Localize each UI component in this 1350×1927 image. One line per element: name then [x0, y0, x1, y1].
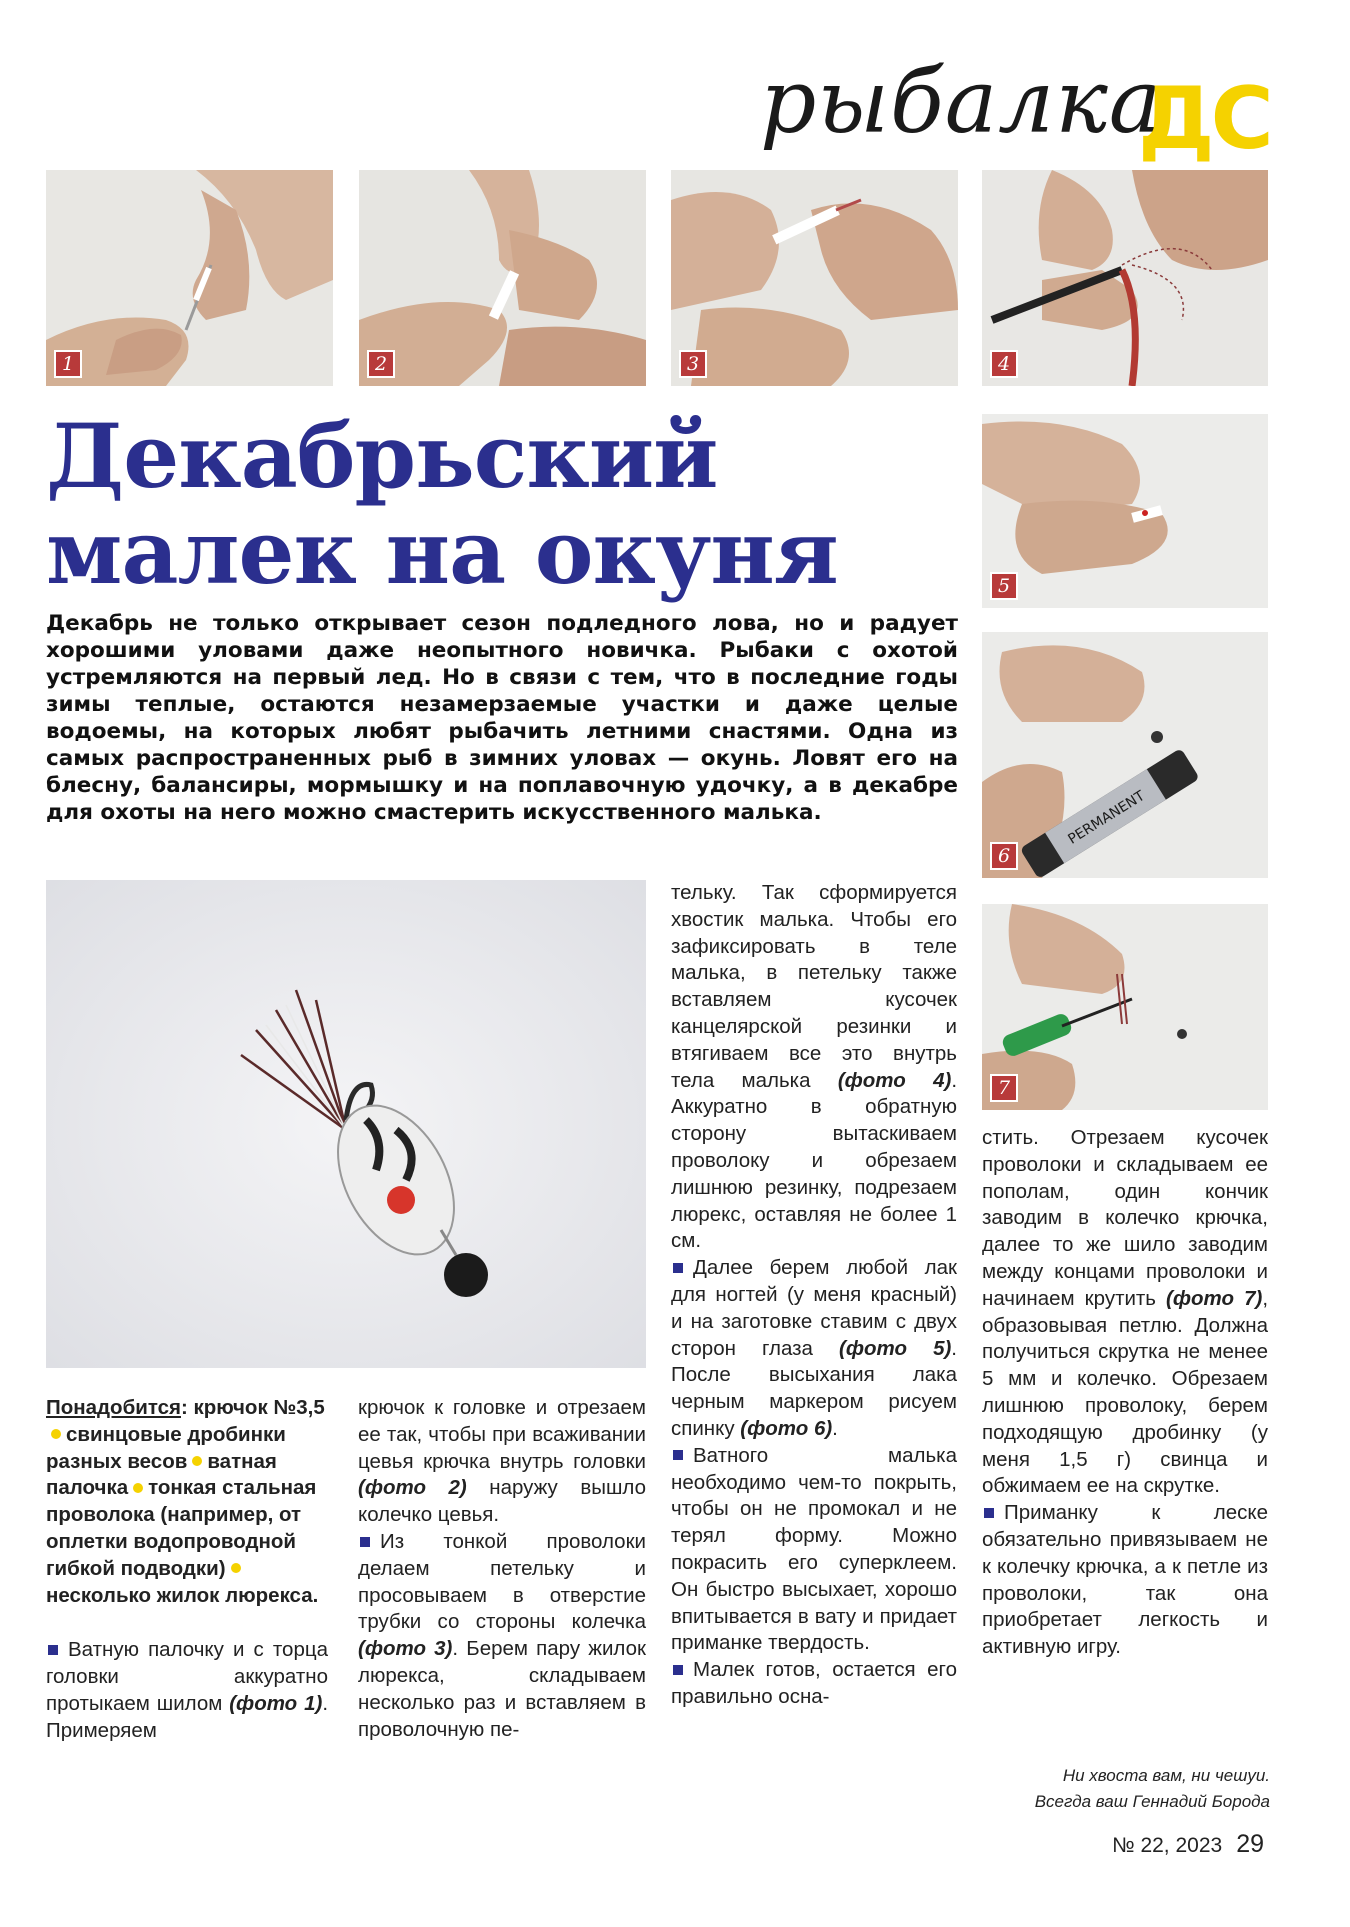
author-signoff	[930, 1763, 1270, 1815]
photo-number: 3	[679, 350, 707, 378]
step-paragraph: Из тонкой проволоки делаем петельку и просовываем в отверстие трубки со стороны колечка (фото 3). Берем пару жилок люрекса, складываем несколько раз и вставляем в проволочную пе-	[358, 1529, 646, 1741]
photo-4	[982, 170, 1268, 386]
dot-separator	[133, 1483, 143, 1493]
photo-number: 2	[367, 350, 395, 378]
page-number: 29	[1236, 1830, 1264, 1858]
column-3	[671, 880, 957, 1711]
dot-separator	[51, 1429, 61, 1439]
column-1	[46, 1395, 328, 1745]
materials-heading: Понадобится	[46, 1396, 181, 1419]
photo-3	[671, 170, 958, 386]
title-line-1: Декабрьский	[46, 404, 718, 508]
title-line-2: малек на окуня	[46, 500, 838, 604]
step-paragraph: Малек готов, остается его правильно осна-	[671, 1658, 957, 1708]
article-title	[46, 404, 906, 604]
signoff-line-1: Ни хвоста вам, ни чешуи.	[1062, 1766, 1270, 1785]
signoff-author: Всегда ваш Геннадий Борода	[1034, 1792, 1270, 1811]
column-4	[982, 1125, 1268, 1661]
step-paragraph: тельку. Так сформируется хвостик малька. Чтобы его зафиксировать в теле малька, в петельку также вставляем кусочек канцелярской резинки и втягиваем все это внутрь тела малька (фото 4). Аккуратно в обратную сторону вытаскиваем проволоку и обрезаем лишнюю резинку, подрезаем люрекс, оставляя не более 1 см.	[671, 881, 958, 1253]
photo-1	[46, 170, 333, 386]
step-paragraph: стить. Отрезаем кусочек проволоки и складываем ее пополам, один кончик заводим в колечко крючка, далее то же шило заводим между концами проволоки и начинаем крутить (фото 7), образовывая петлю. Должна получиться скрутка не менее 5 мм и колечко. Обрезаем лишнюю проволоку, берем подходящую дробинку (у меня 1,5 г) свинца и обжимаем ее на скрутке.	[982, 1126, 1269, 1498]
lead-paragraph: Декабрь не только открывает сезон подледного лова, но и радует хорошими уловами даже неопытного новичка. Рыбаки с охотой устремляются на первый лед. Но в связи с тем, что в последние годы зимы теплые, остаются незамерзаемые участки и даже целые водоемы, на которых любят рыбачить летними снастями. Одна из самых распространенных рыб в зимних уловах — окунь. Ловят его на блесну, балансиры, мормышку и на поплавочную удочку, а в декабре для охоты на него можно смастерить искусственного малька.	[46, 611, 958, 825]
step-paragraph: Приманку к леске обязательно привязываем не к колечку крючка, а к петле из проволоки, так она приобретает легкость и активную игру.	[982, 1501, 1268, 1659]
photo-number: 1	[54, 350, 82, 378]
step-paragraph: Ватную палочку и с торца головки аккуратно протыкаем шилом (фото 1). Примеряем	[46, 1638, 329, 1742]
issue-number: № 22, 2023	[1112, 1834, 1223, 1857]
bullet-square	[984, 1508, 994, 1518]
photo-6	[982, 632, 1268, 878]
bullet-square	[673, 1665, 683, 1675]
dot-separator	[231, 1563, 241, 1573]
photo-number: 7	[990, 1074, 1018, 1102]
bullet-square	[673, 1450, 683, 1460]
bullet-square	[48, 1645, 58, 1655]
marker-label: PERMANENT	[1065, 788, 1148, 848]
step-paragraph: крючок к головке и отрезаем ее так, чтобы при всаживании цевья крючка внутрь головки (фото 2) наружу вышло колечко цевья.	[358, 1396, 646, 1527]
photo-7	[982, 904, 1268, 1110]
section-rubric: рыбалка	[760, 50, 1163, 153]
materials-list: Понадобится: крючок №3,5свинцовые дробинки разных весов ватная палочка тонкая стальная проволока (например, от оплетки водопроводной гибкой подводки)несколько жилок люрекса.	[46, 1396, 325, 1607]
bullet-square	[360, 1537, 370, 1547]
brand-logo: ДС	[1138, 69, 1270, 169]
dot-separator	[192, 1456, 202, 1466]
step-paragraph: Ватного малька необходимо чем-то покрыть, чтобы он не промокал и не терял форму. Можно покрасить его суперклеем. Он быстро высыхает, хорошо впитывается в вату и придает приманке твердость.	[671, 1443, 957, 1655]
column-2	[358, 1395, 646, 1743]
bullet-square	[673, 1263, 683, 1273]
page-footer	[1112, 1830, 1264, 1859]
lure-photo	[46, 880, 646, 1368]
photo-2	[359, 170, 646, 386]
photo-number: 6	[990, 842, 1018, 870]
photo-number: 4	[990, 350, 1018, 378]
photo-5	[982, 414, 1268, 608]
step-paragraph: Далее берем любой лак для ногтей (у меня красный) и на заготовке ставим с двух сторон глаза (фото 5). После высыхания лака черным маркером рисуем спинку (фото 6).	[671, 1256, 957, 1440]
photo-number: 5	[990, 572, 1018, 600]
